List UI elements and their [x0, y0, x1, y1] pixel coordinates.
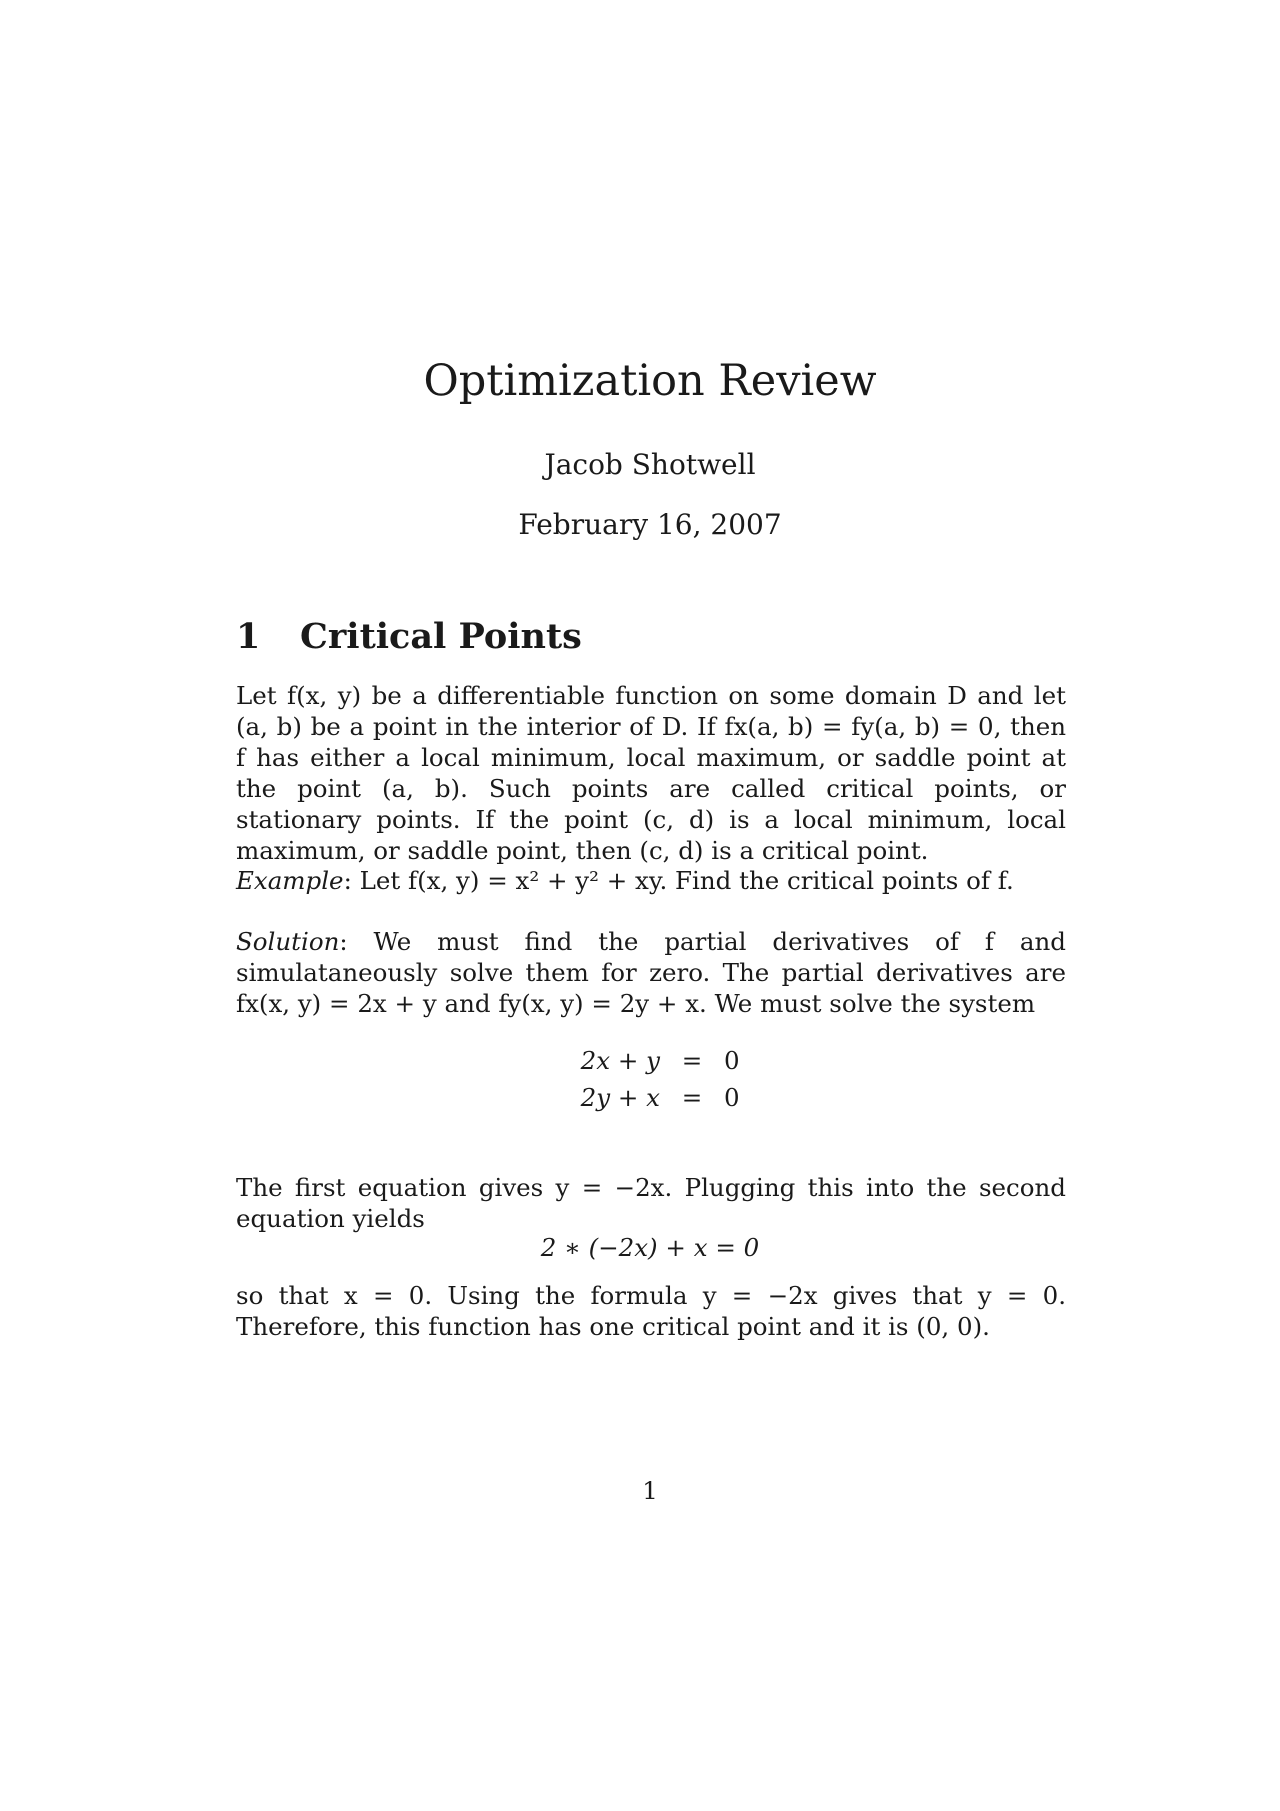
equation-rhs: 0 — [724, 1046, 740, 1075]
conclusion-paragraph: so that x = 0. Using the formula y = −2x gives that y = 0. Therefore, this function has one critical point and it is (0, 0). — [236, 1281, 1066, 1341]
equation-lhs: 2x + y — [580, 1046, 660, 1075]
first-equation-paragraph: The first equation gives y = −2x. Plugging this into the second equation yields — [236, 1173, 1066, 1233]
document-author: Jacob Shotwell — [544, 448, 756, 481]
section-number: 1 — [236, 616, 261, 657]
equation-rhs: 0 — [724, 1083, 740, 1112]
document-date: February 16, 2007 — [518, 508, 782, 541]
example-text: : Let f(x, y) = x² + y² + xy. Find the critical points of f. — [343, 866, 1014, 895]
page-number: 1 — [642, 1476, 658, 1505]
equation-lhs: 2y + x — [580, 1083, 660, 1112]
section-heading — [236, 616, 582, 657]
equation-operator: = — [681, 1046, 703, 1075]
example-paragraph — [236, 865, 1066, 896]
equation-system — [560, 1042, 754, 1116]
substitution-equation: 2 ∗ (−2x) + x = 0 — [540, 1233, 760, 1262]
equation-row — [560, 1042, 754, 1079]
definition-paragraph: Let f(x, y) be a differentiable function on some domain D and let (a, b) be a point in the interior of D. If fx(a, b) = fy(a, b) = 0, then f has either a local minimum, local maximum, or saddle point at the point (a, b). Such points are called critical points, or stationary points. If the point (c, d) is a local minimum, local maximum, or saddle point, then (c, d) is a critical point. — [236, 681, 1066, 865]
document-title: Optimization Review — [423, 356, 877, 406]
section-title: Critical Points — [300, 616, 582, 657]
solution-label: Solution — [236, 927, 340, 956]
solution-text: : We must find the partial derivatives of f and simulataneously solve them for zero. The partial derivatives are fx(x, y) = 2x + y and fy(x, y) = 2y + x. We must solve the system — [236, 927, 1066, 1018]
solution-paragraph — [236, 926, 1066, 1019]
equation-operator: = — [681, 1083, 703, 1112]
equation-row — [560, 1079, 754, 1116]
example-label: Example — [236, 866, 344, 895]
